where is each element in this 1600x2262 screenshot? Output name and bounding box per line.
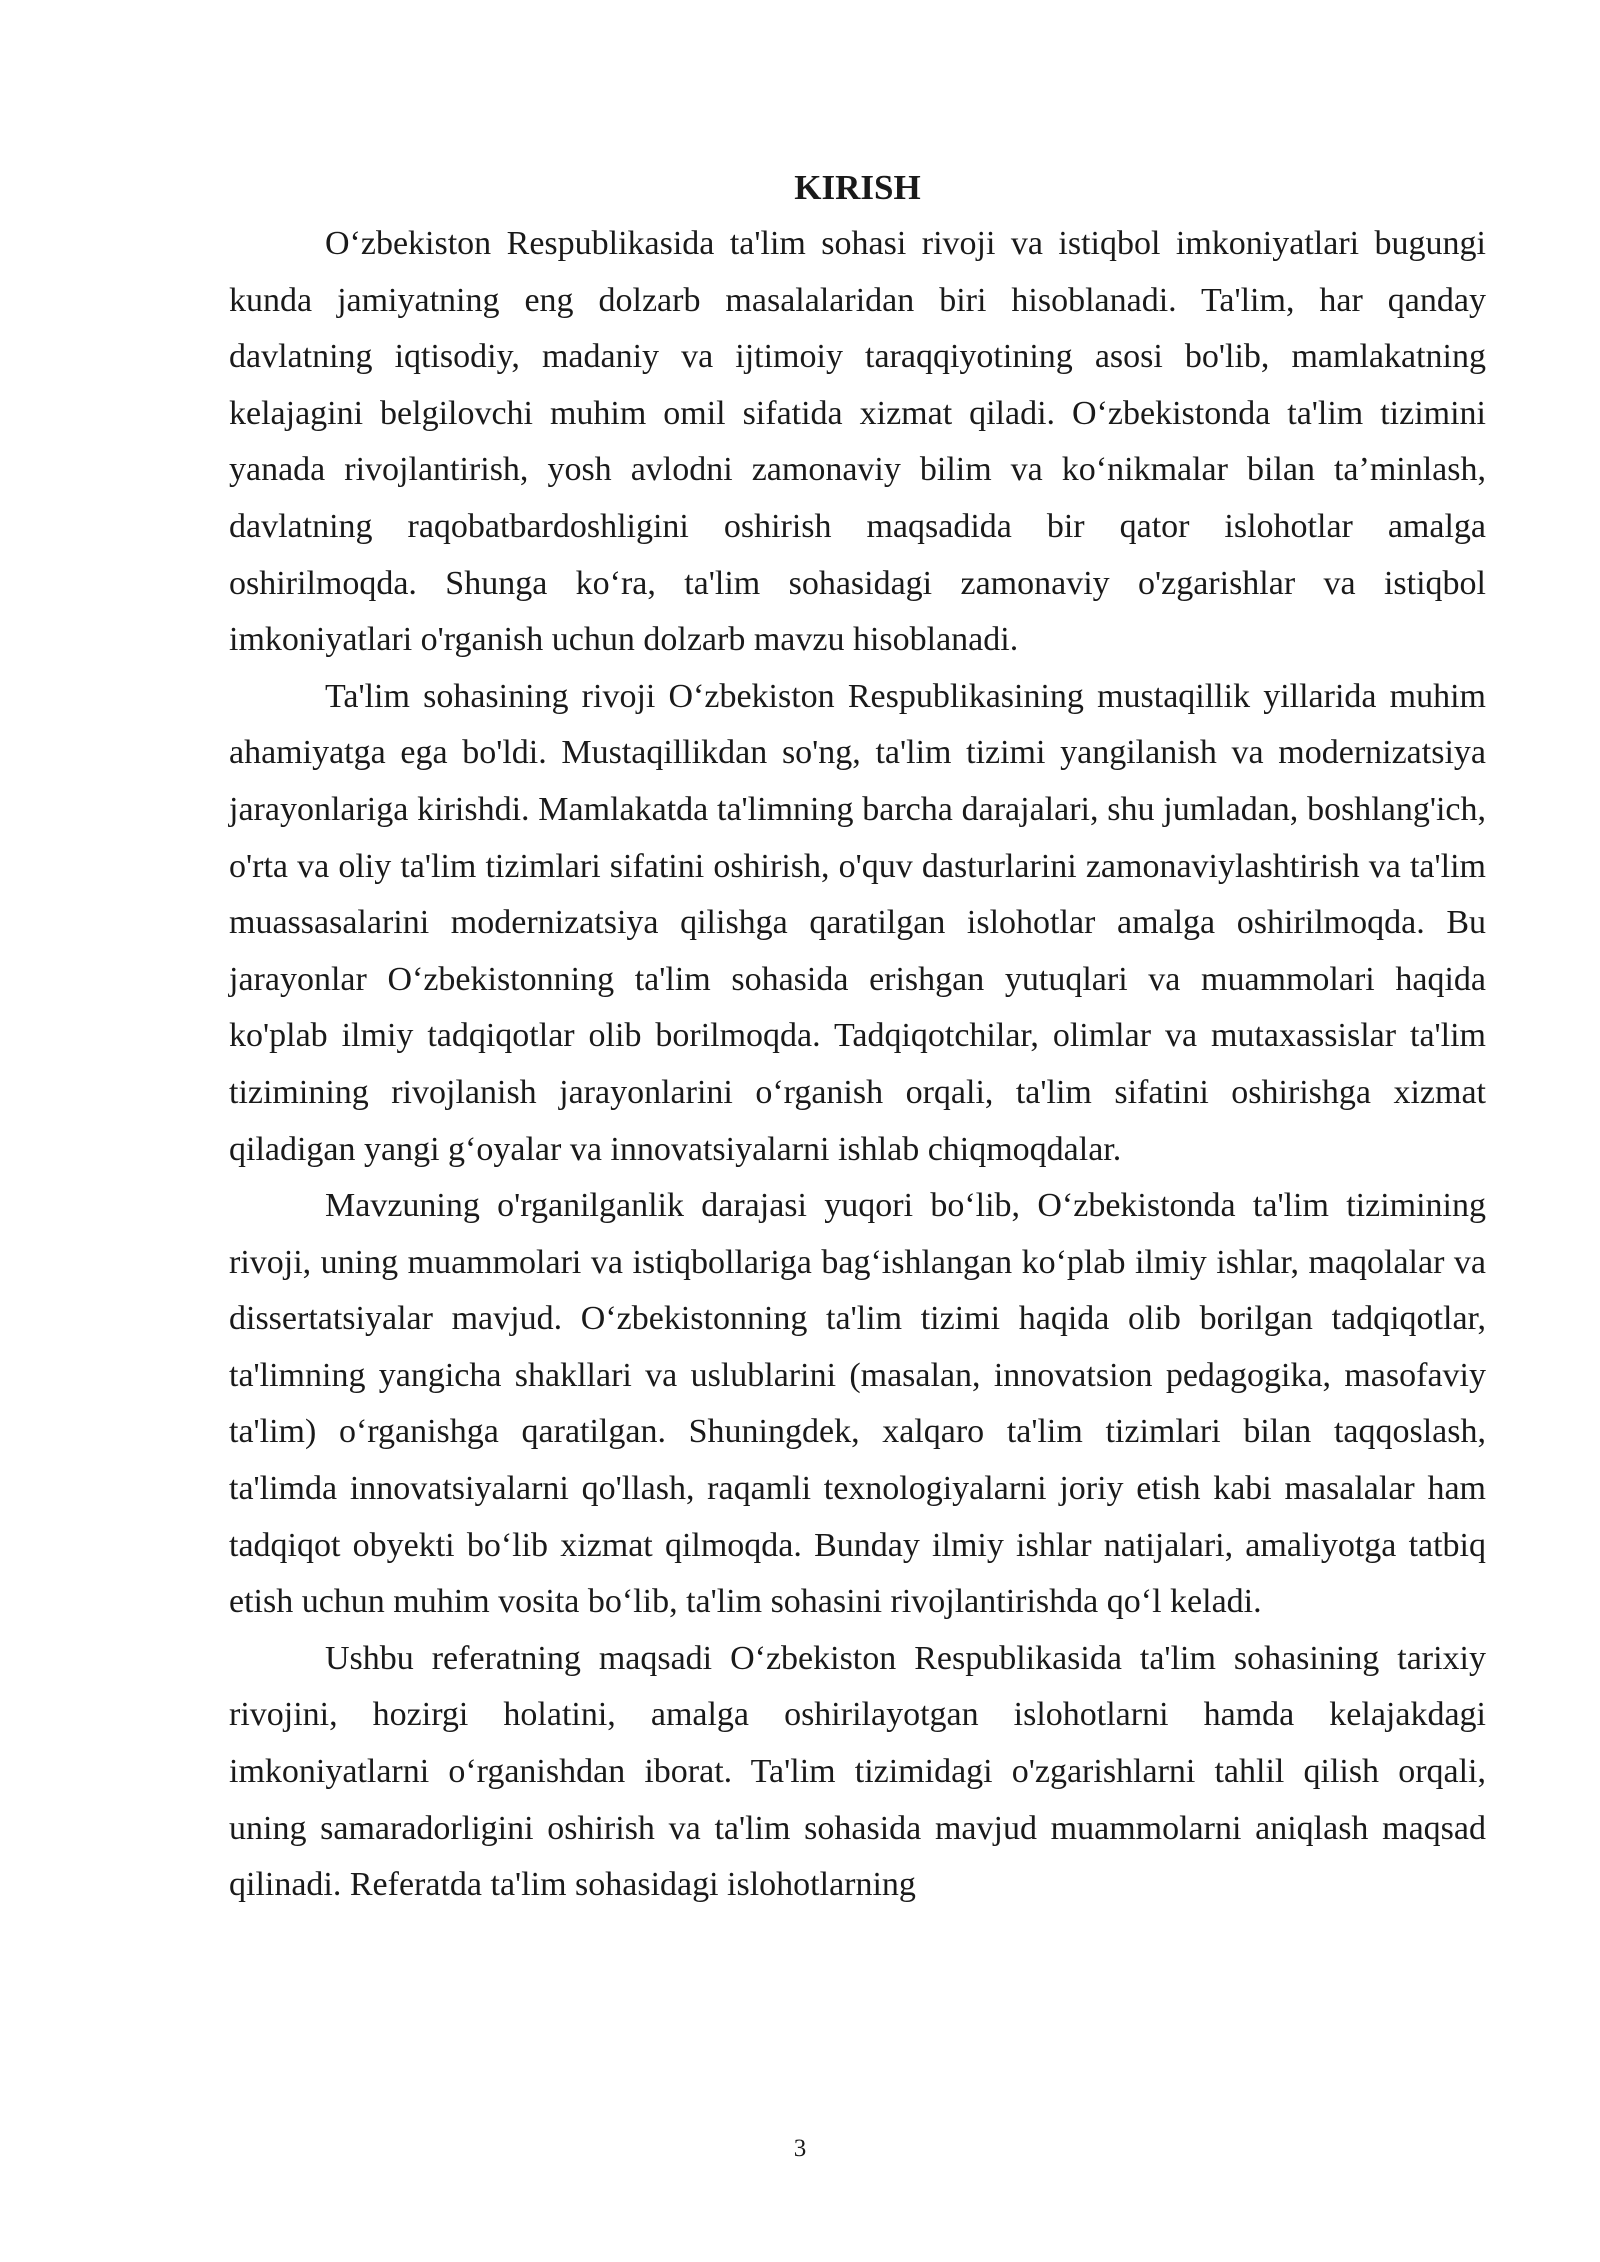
paragraph-3: Mavzuning o'rganilganlik darajasi yuqori bo‘lib, O‘zbekistonda ta'lim tizimining rivoji, uning muammolari va istiqbollariga bag‘ishlangan ko‘plab ilmiy ishlar, maqolalar va dissertatsiyalar mavjud. O‘zbekistonning ta'lim tizimi haqida olib borilgan tadqiqotlar, ta'limning yangicha shakllari va uslublarini (masalan, innovatsion pedagogika, masofaviy ta'lim) o‘rganishga qaratilgan. Shuningdek, xalqaro ta'lim tizimlari bilan taqqoslash, ta'limda innovatsiyalarni qo'llash, raqamli texnologiyalarni joriy etish kabi masalalar ham tadqiqot obyekti bo‘lib xizmat qilmoqda. Bunday ilmiy ishlar natijalari, amaliyotga tatbiq etish uchun muhim vosita bo‘lib, ta'lim sohasini rivojlantirishda qo‘l keladi. — [229, 1187, 1486, 1621]
paragraph-4: Ushbu referatning maqsadi O‘zbekiston Respublikasida ta'lim sohasining tarixiy rivojini, hozirgi holatini, amalga oshirilayotgan islohotlarni hamda kelajakdagi imkoniyatlarni o‘rganishdan iborat. Ta'lim tizimidagi o'zgarishlarni tahlil qilish orqali, uning samaradorligini oshirish va ta'lim sohasida mavjud muammolarni aniqlash maqsad qilinadi. Referatda ta'lim sohasidagi islohotlarning — [229, 1639, 1486, 1904]
paragraph-2: Ta'lim sohasining rivoji O‘zbekiston Respublikasining mustaqillik yillarida muhim ahamiyatga ega bo'ldi. Mustaqillikdan so'ng, ta'lim tizimi yangilanish va modernizatsiya jarayonlariga kirishdi. Mamlakatda ta'limning barcha darajalari, shu jumladan, boshlang'ich, o'rta va oliy ta'lim tizimlari sifatini oshirish, o'quv dasturlarini zamonaviylashtirish va ta'lim muassasalarini modernizatsiya qilishga qaratilgan islohotlar amalga oshirilmoqda. Bu jarayonlar O‘zbekistonning ta'lim sohasida erishgan yutuqlari va muammolari haqida ko'plab ilmiy tadqiqotlar olib borilmoqda. Tadqiqotchilar, olimlar va mutaxassislar ta'lim tizimining rivojlanish jarayonlarini o‘rganish orqali, ta'lim sifatini oshirishga xizmat qiladigan yangi g‘oyalar va innovatsiyalarni ishlab chiqmoqdalar. — [229, 677, 1486, 1168]
page-content — [229, 160, 1486, 1914]
section-title: KIRISH — [794, 168, 921, 207]
page-number: 3 — [793, 2135, 807, 2162]
paragraph-1: O‘zbekiston Respublikasida ta'lim sohasi rivoji va istiqbol imkoniyatlari bugungi kunda jamiyatning eng dolzarb masalalaridan biri hisoblanadi. Ta'lim, har qanday davlatning iqtisodiy, madaniy va ijtimoiy taraqqiyotining asosi bo'lib, mamlakatning kelajagini belgilovchi muhim omil sifatida xizmat qiladi. O‘zbekistonda ta'lim tizimini yanada rivojlantirish, yosh avlodni zamonaviy bilim va ko‘nikmalar bilan ta’minlash, davlatning raqobatbardoshligini oshirish maqsadida bir qator islohotlar amalga oshirilmoqda. Shunga ko‘ra, ta'lim sohasidagi zamonaviy o'zgarishlar va istiqbol imkoniyatlari o'rganish uchun dolzarb mavzu hisoblanadi. — [229, 225, 1486, 659]
